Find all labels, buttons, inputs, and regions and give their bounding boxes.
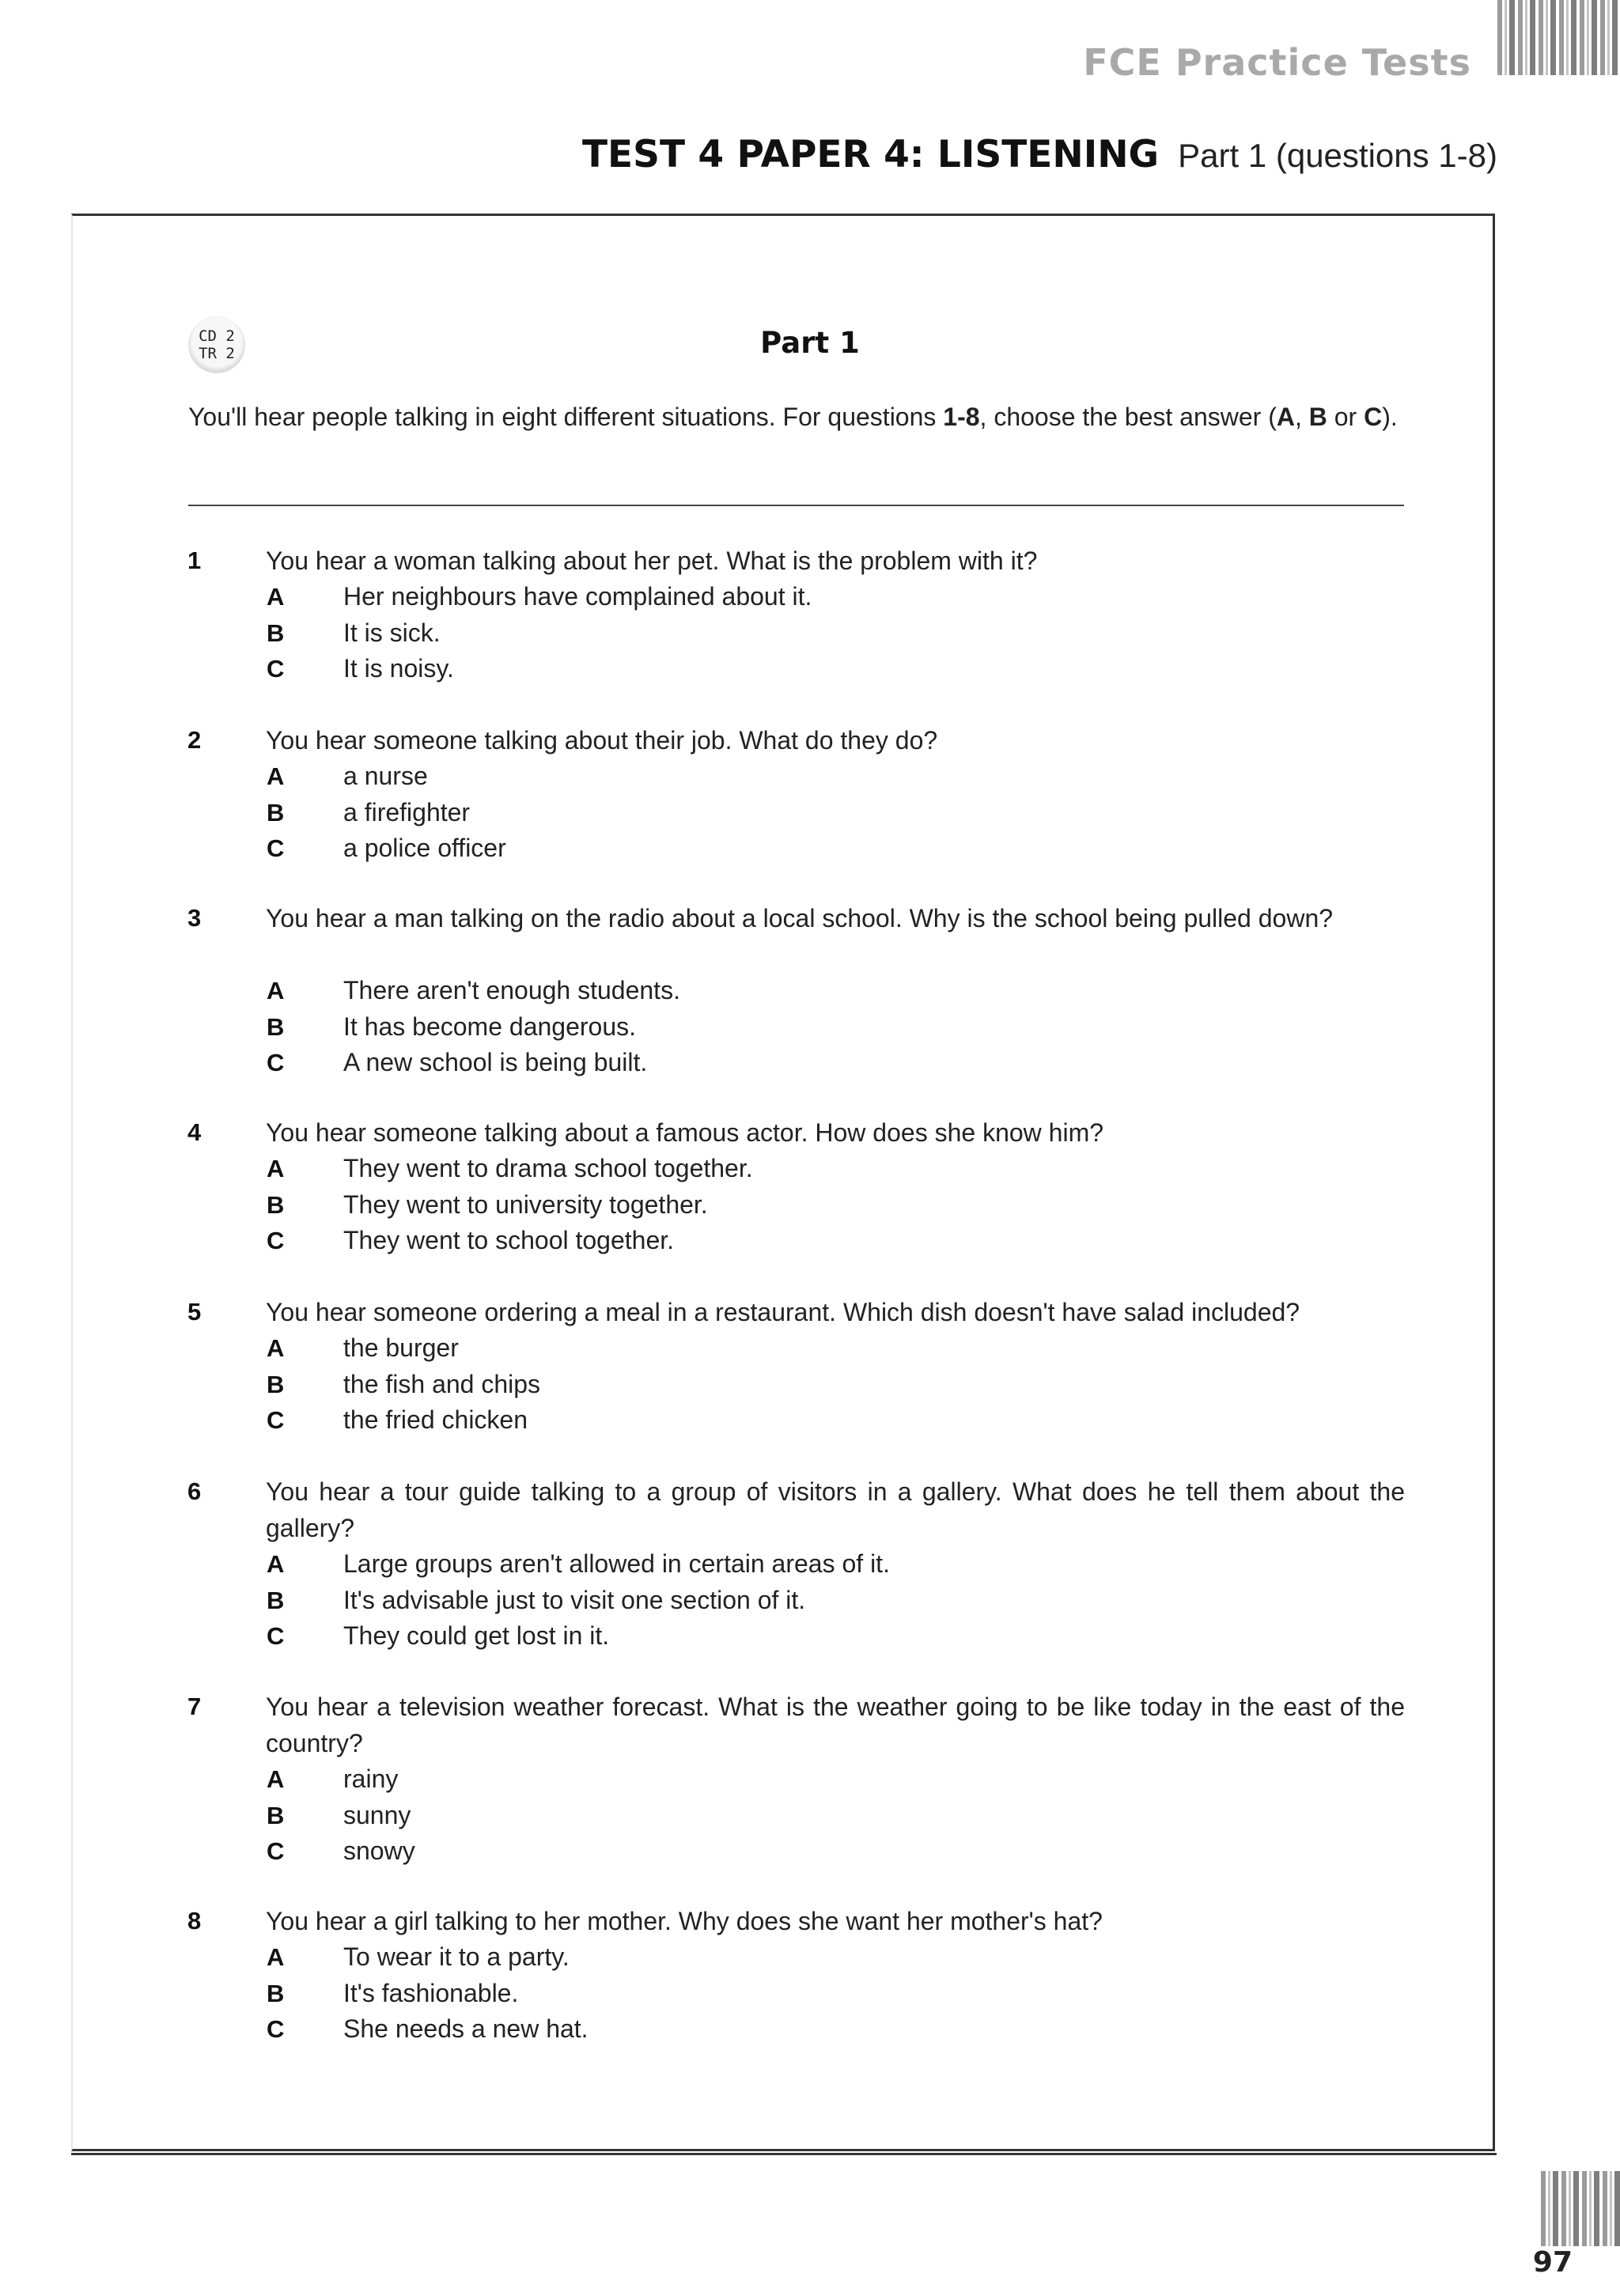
option-text: It is sick. — [343, 618, 441, 647]
heading-part-range: Part 1 (questions 1-8) — [1178, 137, 1497, 174]
option-letter: A — [267, 1550, 285, 1578]
question-stem: You hear someone talking about their job. What do they do? — [266, 726, 938, 755]
instructions-text: ). — [1382, 403, 1398, 431]
instructions-option-c: C — [1364, 403, 1383, 431]
option-letter: B — [267, 1801, 285, 1829]
option-letter: A — [267, 977, 285, 1004]
option-text: They went to drama school together. — [343, 1154, 753, 1182]
question-number: 5 — [187, 1298, 202, 1326]
cd-label: CD 2 — [199, 327, 235, 345]
instructions-divider — [188, 505, 1404, 506]
option-letter: B — [267, 618, 285, 647]
question-number: 1 — [187, 547, 202, 574]
option-c — [0, 1618, 1424, 1655]
option-text: the fish and chips — [343, 1369, 541, 1398]
option-text: It's advisable just to visit one section of it. — [343, 1585, 806, 1614]
option-text: A new school is being built. — [343, 1048, 648, 1076]
question-number: 4 — [187, 1118, 202, 1146]
option-a — [0, 1761, 1424, 1798]
option-text: Her neighbours have complained about it. — [343, 582, 812, 611]
option-letter: A — [267, 1155, 285, 1182]
instructions-text: , — [1294, 403, 1309, 431]
option-text: rainy — [343, 1765, 399, 1793]
option-letter: B — [267, 1012, 285, 1041]
option-a — [0, 579, 1424, 615]
option-b — [0, 1976, 1424, 2012]
question-number: 2 — [187, 726, 202, 754]
option-list — [0, 1546, 1424, 1655]
option-text: the burger — [343, 1333, 459, 1362]
option-list — [0, 579, 1424, 687]
option-letter: B — [267, 1979, 285, 2007]
question-number: 8 — [187, 1907, 202, 1935]
option-letter: A — [267, 1765, 285, 1793]
option-text: They went to school together. — [343, 1226, 675, 1254]
option-letter: B — [267, 1586, 285, 1614]
heading-test-paper: TEST 4 PAPER 4: LISTENING — [581, 133, 1160, 176]
question-number: 7 — [187, 1693, 202, 1720]
option-letter: A — [267, 762, 285, 790]
option-letter: C — [267, 1406, 285, 1434]
track-label: TR 2 — [199, 345, 235, 362]
option-c — [0, 2011, 1424, 2048]
option-a — [0, 973, 1424, 1009]
instructions-text: , choose the best answer ( — [979, 403, 1277, 431]
question-stem: You hear a girl talking to her mother. Why does she want her mother's hat? — [266, 1907, 1103, 1935]
series-title: FCE Practice Tests — [1083, 41, 1471, 84]
question-stem: You hear someone ordering a meal in a restaurant. Which dish doesn't have salad included? — [266, 1298, 1300, 1326]
option-b — [0, 1798, 1424, 1834]
option-letter: C — [267, 1622, 285, 1650]
option-list — [0, 1761, 1424, 1870]
option-a — [0, 1546, 1424, 1583]
page-heading — [582, 133, 1497, 176]
option-text: They went to university together. — [343, 1190, 708, 1219]
option-letter: C — [267, 834, 285, 862]
option-list — [0, 973, 1424, 1081]
question-stem: You hear someone talking about a famous actor. How does she know him? — [266, 1118, 1104, 1147]
option-text: They could get lost in it. — [343, 1621, 610, 1650]
option-c — [0, 830, 1424, 867]
option-text: Large groups aren't allowed in certain areas of it. — [343, 1549, 890, 1578]
instructions-option-a: A — [1276, 403, 1295, 431]
option-letter: C — [267, 1049, 285, 1076]
option-list — [0, 1151, 1424, 1259]
option-a — [0, 1151, 1424, 1187]
instructions — [188, 399, 1404, 435]
option-a — [0, 758, 1424, 795]
question-stem: You hear a woman talking about her pet. What is the problem with it? — [266, 547, 1038, 575]
option-letter: C — [267, 1837, 285, 1865]
option-b — [0, 1583, 1424, 1619]
option-text: To wear it to a party. — [343, 1942, 570, 1971]
instructions-text: You'll hear people talking in eight different situations. For questions — [188, 403, 944, 431]
page-number: 97 — [1532, 2246, 1573, 2279]
option-text: the fried chicken — [343, 1405, 528, 1434]
option-text: It is noisy. — [343, 654, 454, 683]
option-text: a nurse — [343, 762, 428, 790]
option-text: a firefighter — [343, 797, 471, 826]
instructions-option-b: B — [1308, 403, 1327, 431]
option-text: snowy — [343, 1836, 415, 1865]
option-letter: C — [267, 655, 285, 683]
question-number: 6 — [187, 1477, 202, 1505]
option-c — [0, 1833, 1424, 1870]
option-list — [0, 1939, 1424, 2048]
option-list — [0, 758, 1424, 867]
option-letter: A — [267, 583, 285, 611]
option-a — [0, 1939, 1424, 1976]
option-text: It has become dangerous. — [343, 1012, 637, 1041]
frame-bottom-rule — [71, 2153, 1497, 2155]
option-text: sunny — [343, 1800, 411, 1829]
option-c — [0, 1223, 1424, 1259]
option-b — [0, 615, 1424, 652]
option-letter: B — [267, 798, 285, 826]
question-stem: You hear a television weather forecast. What is the weather going to be like today in the east of the country? — [266, 1693, 1405, 1757]
question-stem: You hear a tour guide talking to a group of visitors in a gallery. What does he tell them about the gallery? — [266, 1477, 1405, 1542]
question-stem: You hear a man talking on the radio about a local school. Why is the school being pulled down? — [266, 904, 1334, 932]
option-b — [0, 1009, 1424, 1046]
barcode-decoration-bottom — [1541, 2171, 1620, 2246]
option-letter: A — [267, 1943, 285, 1971]
option-letter: A — [267, 1334, 285, 1362]
option-b — [0, 795, 1424, 831]
option-list — [0, 1330, 1424, 1439]
option-c — [0, 1402, 1424, 1439]
option-b — [0, 1367, 1424, 1403]
barcode-decoration-top — [1497, 0, 1620, 75]
instructions-question-range: 1-8 — [943, 403, 980, 431]
option-letter: B — [267, 1370, 285, 1398]
option-text: There aren't enough students. — [343, 976, 680, 1004]
option-letter: B — [267, 1190, 285, 1219]
option-c — [0, 651, 1424, 687]
part-title: Part 1 — [760, 326, 860, 360]
option-b — [0, 1187, 1424, 1224]
option-text: a police officer — [343, 834, 506, 862]
option-text: It's fashionable. — [343, 1978, 519, 2007]
option-c — [0, 1045, 1424, 1081]
option-letter: C — [267, 2015, 285, 2043]
question-number: 3 — [187, 904, 202, 932]
option-text: She needs a new hat. — [343, 2014, 589, 2043]
instructions-text: or — [1327, 403, 1365, 431]
option-letter: C — [267, 1227, 285, 1254]
option-a — [0, 1330, 1424, 1367]
